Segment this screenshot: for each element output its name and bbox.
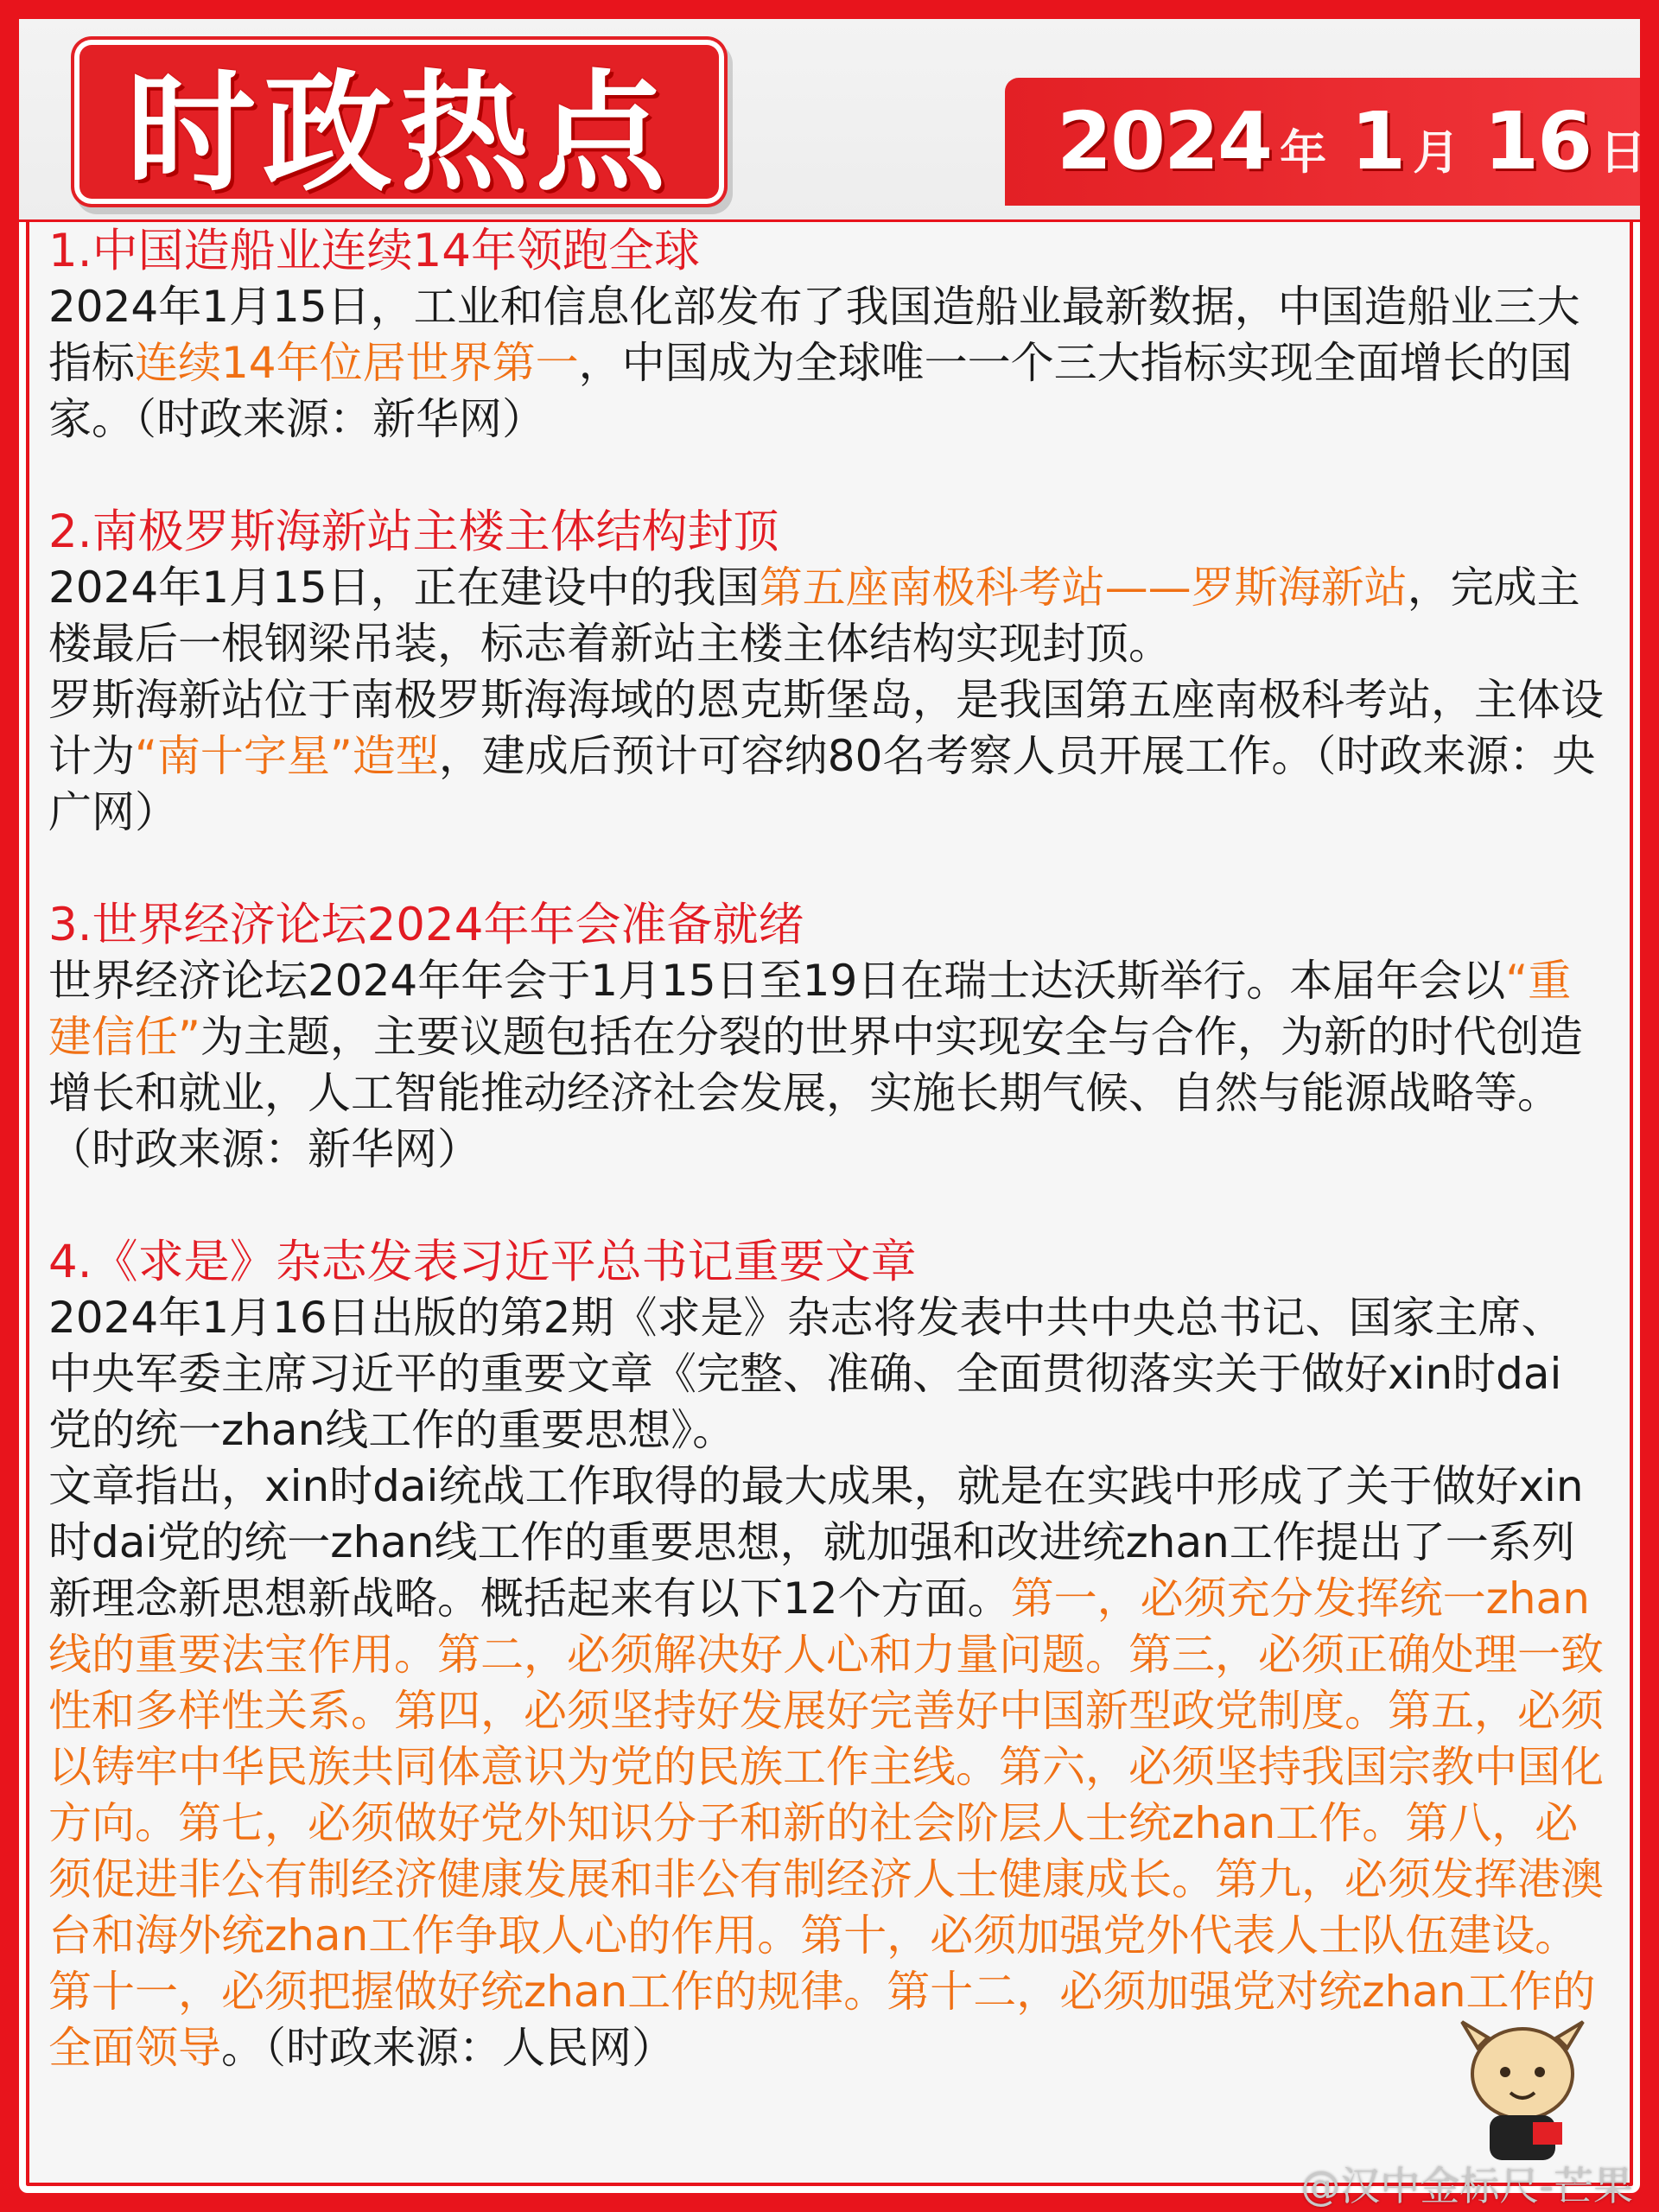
date-year: 2024 [1057, 95, 1272, 188]
section-title: 1.中国造船业连续14年领跑全球 [48, 225, 701, 277]
highlight-text: “重建信任” [48, 956, 1572, 1062]
section-paragraph [48, 1290, 1604, 1459]
page-title: 时政热点 [125, 59, 672, 209]
section-paragraph [48, 672, 1604, 841]
body-text: 2024年1月15日，工业和信息化部发布了我国造船业最新数据，中国造船业三大指标 [48, 282, 1580, 388]
date-day: 16 [1484, 95, 1592, 188]
section-paragraph [48, 953, 1604, 1178]
date-badge [1005, 78, 1647, 206]
body-text: 2024年1月16日出版的第2期《求是》杂志将发表中共中央总书记、国家主席、中央军委主席习近平的重要文章《完整、准确、全面贯彻落实关于做好xin时dai党的统一zhan线工作的重要思想》。 [48, 1293, 1565, 1455]
body-text: ，建成后预计可容纳80名考察人员开展工作。（时政来源：央广网） [48, 731, 1596, 837]
section-title: 4.《求是》杂志发表习近平总书记重要文章 [48, 1236, 917, 1288]
date-month-unit: 月 [1413, 125, 1460, 180]
date-year-unit: 年 [1280, 125, 1327, 180]
body-text: ，完成主楼最后一根钢梁吊装，标志着新站主楼主体结构实现封顶。 [48, 563, 1580, 669]
title-badge [79, 45, 719, 209]
body-text: 罗斯海新站位于南极罗斯海海域的恩克斯堡岛，是我国第五座南极科考站，主体设计为 [48, 675, 1604, 781]
section-paragraph [48, 279, 1604, 448]
body-text: 2024年1月15日，正在建设中的我国 [48, 563, 760, 613]
body-text: 。（时政来源：人民网） [221, 2023, 675, 2073]
news-section [48, 1234, 1604, 2076]
section-title: 2.南极罗斯海新站主楼主体结构封顶 [48, 505, 779, 558]
body-text: 为主题，主要议题包括在分裂的世界中实现安全与合作，为新的时代创造增长和就业，人工智能推动经济社会发展，实施长期气候、自然与能源战略等。（时政来源：新华网） [48, 1012, 1583, 1174]
section-title: 3.世界经济论坛2024年年会准备就绪 [48, 899, 804, 951]
news-content [48, 223, 1604, 2133]
body-text: 世界经济论坛2024年年会于1月15日至19日在瑞士达沃斯举行。本届年会以 [48, 956, 1506, 1006]
section-paragraph [48, 1459, 1604, 2076]
date-day-unit: 日 [1599, 125, 1647, 180]
news-section [48, 897, 1604, 1178]
highlight-text: 连续14年位居世界第一 [135, 338, 579, 388]
body-text: 文章指出，xin时dai统战工作取得的最大成果，就是在实践中形成了关于做好xin时dai党的统一zhan线工作的重要思想，就加强和改进统zhan工作提出了一系列新理念新思想新战略。概括起来有以下12个方面。 [48, 1461, 1584, 1624]
date-month: 1 [1351, 95, 1405, 188]
news-section [48, 504, 1604, 841]
watermark: @汉中金标尺-芒果 [1300, 2163, 1633, 2209]
section-paragraph [48, 560, 1604, 672]
highlight-text: 第五座南极科考站——罗斯海新站 [759, 563, 1408, 613]
mascot-illustration [1436, 1996, 1609, 2169]
news-section [48, 223, 1604, 448]
highlight-text: 第一，必须充分发挥统一zhan线的重要法宝作用。第二，必须解决好人心和力量问题。第三，必须正确处理一致性和多样性关系。第四，必须坚持好发展好完善好中国新型政党制度。第五，必须以铸牢中华民族共同体意识为党的民族工作主线。第六，必须坚持我国宗教中国化方向。第七，必须做好党外知识分子和新的社会阶层人士统zhan工作。第八，必须促进非公有制经济健康发展和非公有制经济人士健康成长。第九，必须发挥港澳台和海外统zhan工作争取人心的作用。第十，必须加强党外代表人士队伍建设。第十一，必须把握做好统zhan工作的规律。第十二，必须加强党对统zhan工作的全面领导 [48, 1573, 1604, 2073]
body-text: ，中国成为全球唯一一个三大指标实现全面增长的国家。（时政来源：新华网） [48, 338, 1573, 444]
highlight-text: “南十字星”造型 [135, 731, 439, 781]
